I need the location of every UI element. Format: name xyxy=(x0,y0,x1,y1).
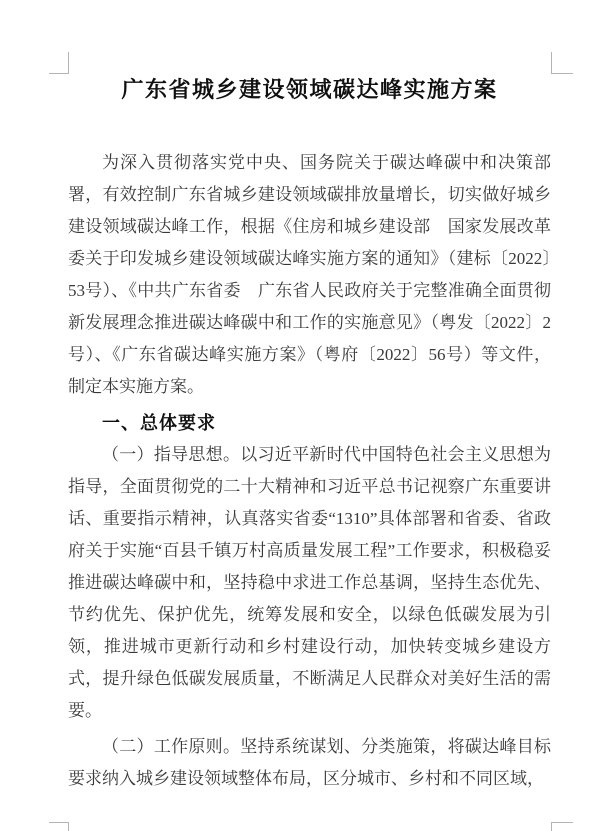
text-boundary-mark-top-right xyxy=(551,52,573,74)
document-content xyxy=(68,73,551,795)
intro-paragraph: 为深入贯彻落实党中央、国务院关于碳达峰碳中和决策部署，有效控制广东省城乡建设领域碳排放量增长，切实做好城乡建设领域碳达峰工作，根据《住房和城乡建设部 国家发展改革委关于印发城乡建设领域碳达峰实施方案的通知》（建标〔2022〕53号）、《中共广东省委 广东省人民政府关于完整准确全面贯彻新发展理念推进碳达峰碳中和工作的实施意见》（粤发〔2022〕2号）、《广东省碳达峰实施方案》（粤府〔2022〕56号）等文件，制定本实施方案。 xyxy=(68,153,551,396)
document-title: 广东省城乡建设领域碳达峰实施方案 xyxy=(121,77,498,102)
paragraph-guiding-ideology: （一）指导思想。以习近平新时代中国特色社会主义思想为指导，全面贯彻党的二十大精神和习近平总书记视察广东重要讲话、重要指示精神，认真落实省委“1310”具体部署和省委、省政府关于实施“百县千镇万村高质量发展工程”工作要求，积极稳妥推进碳达峰碳中和，坚持稳中求进工作总基调，坚持生态优先、节约优先、保护优先，统筹发展和安全，以绿色低碳发展为引领，推进城市更新行动和乡村建设行动，加快转变城乡建设方式，提升绿色低碳发展质量，不断满足人民群众对美好生活的需要。 xyxy=(68,445,551,720)
paragraph-work-principles: （二）工作原则。坚持系统谋划、分类施策，将碳达峰目标要求纳入城乡建设领域整体布局，区分城市、乡村和不同区域， xyxy=(68,737,551,788)
section-heading-general-requirements: 一、总体要求 xyxy=(102,413,216,433)
text-boundary-mark-top-left xyxy=(49,52,69,74)
